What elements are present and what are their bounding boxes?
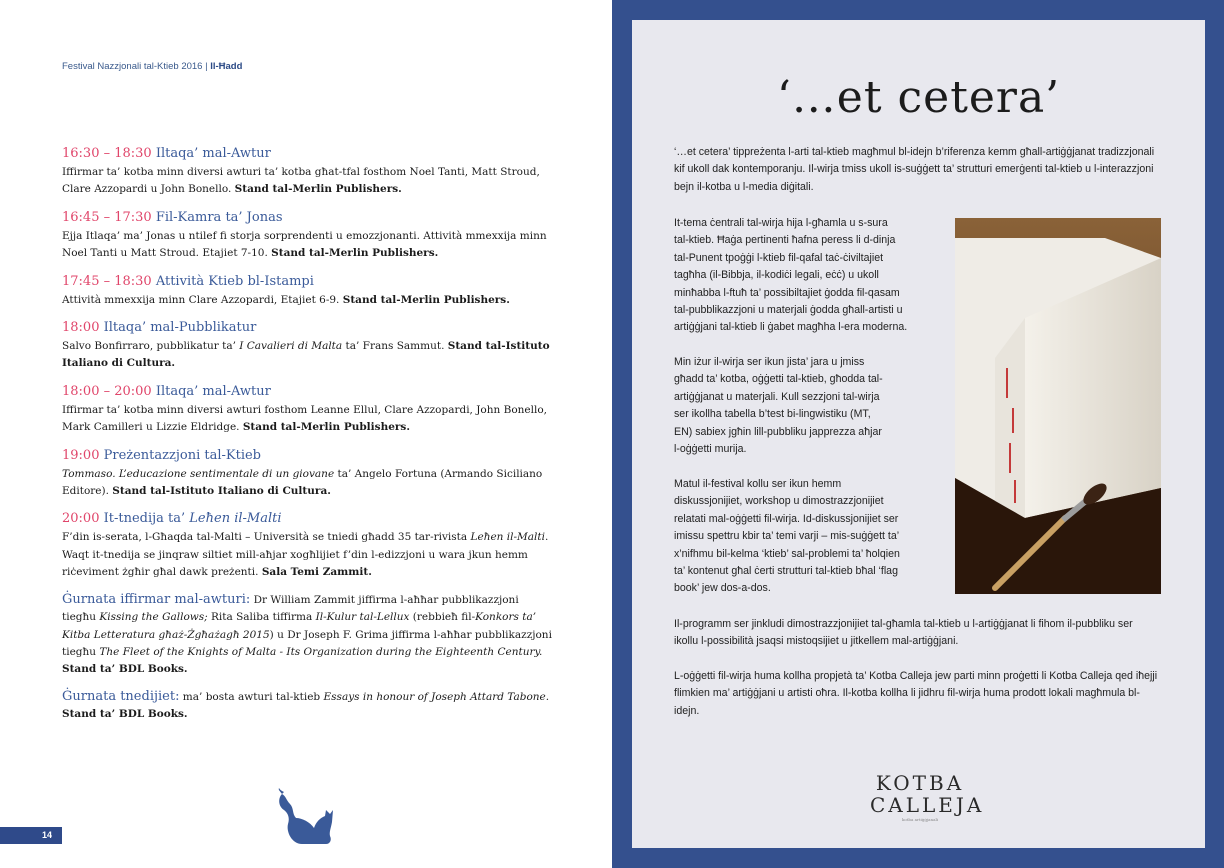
event-heading: [62, 272, 554, 292]
paragraph-line: diskussjonijiet, workshop u dimostrazzjonijiet: [674, 495, 884, 508]
event-text-segment: Rita Saliba tiffirma: [207, 611, 316, 624]
event-text-segment: . Waqt it-tnedija se jinqraw siltiet mill-aħjar xogħlijiet f’din l-edizzjoni u wara jkun hemm riċeviment żgħir għal dawk preżenti.: [62, 531, 549, 579]
header-day: Il-Ħadd: [210, 61, 243, 72]
event-text-segment: Dr William Zammit jiffirma l-aħħar pubblikazzjoni tiegħu: [62, 593, 519, 624]
event-text-segment: Kissing the Gallows;: [99, 611, 208, 624]
paragraph-visit: [674, 354, 944, 458]
paragraph-line: Min iżur il-wirja ser ikun jista’ jara u jmiss: [674, 356, 865, 368]
paragraph-line: artiġġjani tal-ktieb li ġabet magħha l-era moderna.: [674, 321, 908, 334]
book-photo: [955, 218, 1161, 594]
event-text-segment: The Fleet of the Knights of Malta - Its Organization during the Eighteenth Century.: [99, 645, 543, 658]
exhibition-title: ‘…et cetera’: [776, 72, 1061, 123]
event-time: 16:45 – 17:30: [62, 209, 156, 225]
paragraph-line: Matul il-festival kollu ser ikun hemm: [674, 478, 842, 490]
event-time: 19:00: [62, 447, 104, 463]
event-description: [62, 688, 554, 724]
event-text-segment: Stand tal-Istituto Italiano di Cultura.: [112, 485, 331, 498]
event-heading: [62, 446, 554, 466]
logo-line-2: CALLEJA: [870, 793, 985, 817]
event-text-segment: (rebbieħ fil-: [409, 611, 476, 624]
event-heading: [62, 509, 554, 529]
paragraph-line: tal-pubblikazzjoni u materjali ġodda għall-artisti u: [674, 304, 903, 317]
logo-line-1: KOTBA: [875, 771, 965, 795]
event-text-segment: ma’ bosta awturi tal-ktieb: [179, 690, 324, 703]
event-item: [62, 509, 554, 581]
event-text-segment: Stand tal-Merlin Publishers.: [271, 247, 439, 260]
paragraph-line: l-oġġetti murija.: [674, 443, 747, 456]
event-text-segment: Stand tal-Istituto Italiano di Cultura.: [62, 340, 550, 370]
event-text-segment: Stand tal-Merlin Publishers.: [342, 293, 510, 306]
event-item: [62, 591, 554, 679]
kotba-calleja-logo: [870, 771, 985, 824]
event-text-segment: Salvo Bonfirraro, pubblikatur ta’: [62, 340, 240, 353]
event-item: [62, 446, 554, 501]
event-text-segment: Ejja Itlaqa’ ma’ Jonas u ntilef fi storja sorprendenti u emozzjonanti. Attività mmexxija minn Noel Tanti u Matt Stroud. Etajiet 7-10.: [62, 229, 547, 260]
paragraph-line: book’ jew dos-a-dos.: [674, 582, 771, 595]
event-time: 18:00 – 20:00: [62, 383, 156, 399]
event-item: [62, 272, 554, 309]
event-text-segment: Leħen il-Malti: [470, 531, 545, 544]
event-text-segment: ta’ Angelo Fortuna (Armando Siciliano Editore).: [62, 467, 543, 498]
event-title: Ġurnata iffirmar mal-awturi:: [62, 591, 251, 607]
event-text-segment: F’din is-serata, l-Għaqda tal-Malti – Università se tniedi għadd 35 tar-rivista: [62, 531, 471, 544]
right-page: [612, 0, 1224, 868]
event-description: [62, 228, 554, 263]
event-text-segment: Tommaso. L’educazione sentimentale di un giovane: [62, 467, 335, 480]
paragraph-line: ser ikollha tabella b’test bi-lingwistiku (MT,: [674, 408, 871, 421]
event-description: [62, 529, 554, 581]
event-title: Iltaqa’ mal-Pubblikatur: [103, 320, 257, 336]
paragraph-theme: [674, 215, 944, 337]
event-text-segment: I Cavalieri di Malta: [239, 340, 343, 353]
paragraph-line: tagħha (il-Bibbja, il-kodiċi legali, eċċ) u ukoll: [674, 269, 879, 282]
event-item: [62, 144, 554, 199]
event-text-segment: Il-Kulur tal-Lellux: [315, 611, 410, 624]
event-title: Ġurnata tnedijiet:: [62, 688, 180, 704]
event-item: [62, 688, 554, 724]
paragraph-discussions: [674, 476, 944, 598]
event-text-segment: ta’ Frans Sammut.: [342, 340, 448, 353]
event-time: 16:30 – 18:30: [62, 146, 156, 161]
event-item: [62, 208, 554, 263]
event-text-segment: Stand ta’ BDL Books.: [62, 663, 188, 676]
event-item: [62, 382, 554, 437]
event-text-segment: Iffirmar ta’ kotba minn diversi awturi fosthom Leanne Ellul, Clare Azzopardi, John Bonello, Mark Camilleri u Lizzie Eldridge.: [62, 403, 548, 434]
page-number: 14: [42, 830, 53, 840]
event-description: [62, 338, 554, 373]
paragraph-line: tal-ktieb. Ħaġa pertinenti ħafna peress li d-dinja: [674, 234, 896, 247]
event-text-segment: Konkors ta’ Kitba Letteratura għaż-Żgħażagħ 2015: [62, 611, 537, 641]
paragraph-line: relatati mal-oġġetti fil-wirja. Id-diskussjonijiet ser: [674, 512, 899, 525]
event-description: [62, 402, 554, 437]
intro-paragraph: ‘…et cetera’ tippreżenta l-arti tal-ktieb magħmul bl-idejn b’riferenza kemm għall-artiġġjanat tradizzjonali kif ukoll dak kontemporanju. Il-wirja tmiss ukoll is-suġġett ta’ strutturi emerġenti tal-ktieb u l-interazzjoni bejn il-kotba u l-media diġitali.: [674, 146, 1155, 193]
event-heading: [62, 382, 554, 402]
running-header: [62, 61, 242, 72]
event-time: 20:00: [62, 511, 104, 527]
event-time: 18:00: [62, 320, 104, 336]
event-heading: [62, 318, 554, 338]
event-heading: [62, 208, 554, 228]
event-text-segment: Stand tal-Merlin Publishers.: [234, 183, 402, 196]
event-text-segment: Stand tal-Merlin Publishers.: [242, 421, 410, 434]
event-title: Attività Ktieb bl-Istampi: [155, 273, 314, 289]
event-text-segment: Stand ta’ BDL Books.: [62, 708, 188, 721]
paragraph-line: x’nifhmu bil-kelma ‘ktieb’ sal-problemi ta’ ħolqien: [674, 547, 900, 560]
event-description: [62, 591, 554, 679]
event-heading: [62, 144, 554, 164]
paragraph-line: imissu spettru kbir ta’ temi varji – mis-suġġett ta’: [674, 530, 900, 543]
event-title-italic: Leħen il-Malti: [189, 511, 282, 527]
event-description: [62, 292, 554, 309]
event-title: Preżentazzjoni tal-Ktieb: [103, 447, 262, 463]
paragraph-line: It-tema ċentrali tal-wirja hija l-għamla u s-sura: [674, 217, 888, 229]
paragraph-line: minħabba l-ftuħ ta’ possibiltajiet ġodda fil-qasam: [674, 286, 900, 299]
header-festival: Festival Nazzjonali tal-Ktieb 2016 |: [62, 61, 211, 72]
info-panel: [632, 20, 1205, 848]
event-text-segment: Attività mmexxija minn Clare Azzopardi, Etajiet 6-9.: [62, 293, 343, 306]
event-text-segment: Essays in honour of Joseph Attard Tabone.: [323, 690, 550, 703]
event-title: Iltaqa’ mal-Awtur: [155, 383, 271, 399]
paragraph-line: għadd ta’ kotba, oġġetti tal-ktieb, għodda tal-: [674, 373, 883, 386]
event-title: Iltaqa’ mal-Awtur: [155, 146, 271, 161]
event-text-segment: Iffirmar ta’ kotba minn diversi awturi ta’ kotba għat-tfal fosthom Noel Tanti, Matt Stroud, Clare Azzopardi u John Bonello.: [62, 166, 540, 196]
event-description: [62, 466, 554, 501]
cat-icon: [276, 788, 336, 846]
paragraph-line: tal-Punent tpoġġi l-ktieb fil-qafal taċ-ċiviltajiet: [674, 251, 884, 264]
event-time: 17:45 – 18:30: [62, 273, 156, 289]
paragraph-line: artiġġjanat u materjali. Kull sezzjoni tal-wirja: [674, 390, 880, 403]
events-list: [62, 144, 554, 733]
event-title: It-tnedija ta’: [103, 511, 190, 527]
logo-tagline: kotba artiġġjanali: [901, 817, 939, 822]
paragraph-programme: Il-programm ser jinkludi dimostrazzjonijiet tal-għamla tal-ktieb u l-artiġġjanat li fihom il-pubbliku ser ikollu l-possibilità jsaqsi mistoqsijiet u jitkellem mal-artiġġjani.: [674, 618, 1133, 648]
event-text-segment: Sala Temi Zammit.: [261, 566, 372, 579]
paragraph-line: EN) sabiex jgħin lill-pubbliku japprezza aħjar: [674, 425, 882, 438]
page-number-tab: [0, 827, 62, 844]
event-item: [62, 318, 554, 373]
paragraph-line: ta’ kontenut għal ċerti strutturi tal-ktieb bħal ‘flag: [674, 565, 898, 578]
event-description: [62, 164, 554, 199]
event-title: Fil-Kamra ta’ Jonas: [155, 209, 283, 225]
event-text-segment: ) u Dr Joseph F. Grima jiffirma l-aħħar pubblikazzjoni tiegħu: [62, 628, 552, 658]
paragraph-objects: L-oġġetti fil-wirja huma kollha propjetà ta’ Kotba Calleja jew parti minn proġetti li Kotba Calleja qed iħejji flimkien ma’ artiġġjani u artisti oħra. Il-kotba kollha li jidhru fil-wirja huma prodott lokali magħmula bl-idejn.: [674, 670, 1158, 717]
